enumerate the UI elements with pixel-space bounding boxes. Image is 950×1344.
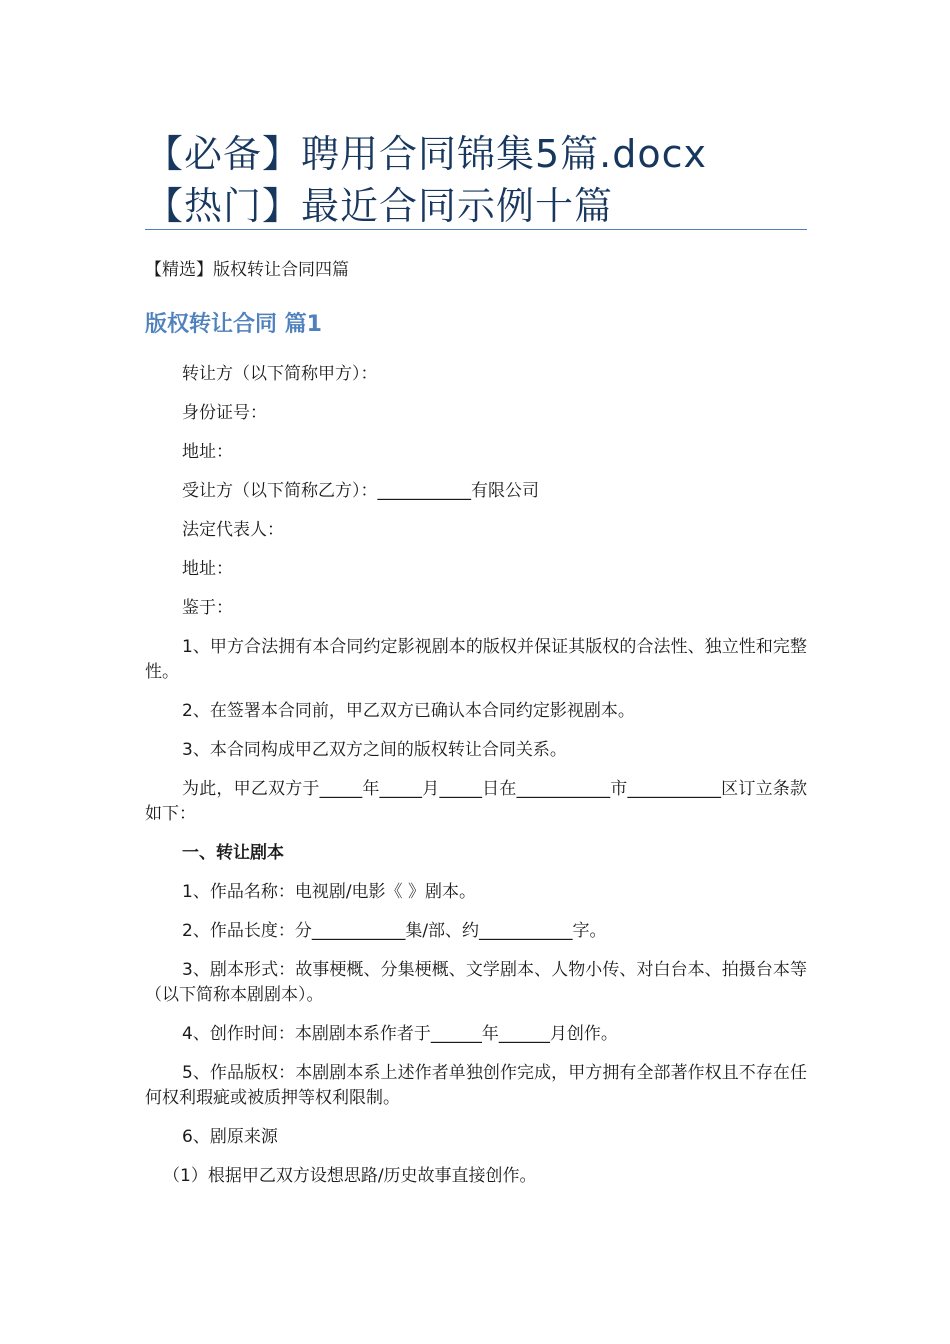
- paragraph-whereas: 鉴于：: [182, 598, 233, 618]
- section-heading: 版权转让合同 篇1: [145, 312, 322, 337]
- clause-item-4: 4、创作时间：本剧剧本系作者于______年______月创作。: [182, 1024, 618, 1044]
- title-line-1: 【必备】聘用合同锦集5篇.docx: [145, 132, 708, 176]
- document-title: [145, 128, 807, 232]
- title-divider: [145, 229, 807, 230]
- paragraph-agreement-date: 为此，甲乙双方于_____年_____月_____日在___________市___________区订立条款如下：: [145, 779, 807, 824]
- clause-item-1: 1、作品名称：电视剧/电影《 》剧本。: [182, 882, 476, 902]
- title-line-2: 【热门】最近合同示例十篇: [145, 184, 614, 228]
- paragraph-address-b: 地址：: [182, 559, 233, 579]
- document-body: [145, 362, 807, 1203]
- clause-item-2: 2、作品长度：分___________集/部、约___________字。: [182, 921, 607, 941]
- paragraph-legal-rep: 法定代表人：: [182, 520, 284, 540]
- clause-heading-1: 一、转让剧本: [182, 843, 284, 863]
- paragraph-recital-3: 3、本合同构成甲乙双方之间的版权转让合同关系。: [182, 740, 567, 760]
- document-subtitle: 【精选】版权转让合同四篇: [145, 260, 349, 280]
- paragraph-recital-2: 2、在签署本合同前，甲乙双方已确认本合同约定影视剧本。: [182, 701, 635, 721]
- clause-item-6: 6、剧原来源: [182, 1127, 278, 1147]
- paragraph-id-number: 身份证号：: [182, 403, 267, 423]
- clause-subitem-1: （1）根据甲乙双方设想思路/历史故事直接创作。: [163, 1166, 537, 1186]
- paragraph-transferor: 转让方（以下简称甲方）：: [182, 364, 378, 384]
- paragraph-address-a: 地址：: [182, 442, 233, 462]
- paragraph-recital-1: 1、甲方合法拥有本合同约定影视剧本的版权并保证其版权的合法性、独立性和完整性。: [145, 637, 807, 682]
- paragraph-transferee: 受让方（以下简称乙方）：___________有限公司: [182, 481, 539, 501]
- clause-item-3: 3、剧本形式：故事梗概、分集梗概、文学剧本、人物小传、对白台本、拍摄台本等（以下简称本剧剧本）。: [145, 960, 807, 1005]
- clause-item-5: 5、作品版权：本剧剧本系上述作者单独创作完成，甲方拥有全部著作权且不存在任何权利瑕疵或被质押等权利限制。: [145, 1063, 807, 1108]
